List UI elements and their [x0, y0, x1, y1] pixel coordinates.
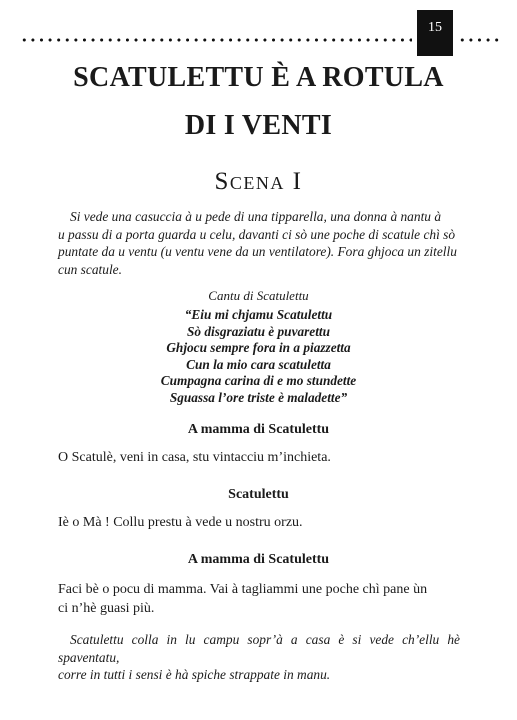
song-verses [0, 307, 517, 407]
song-line: Ghjocu sempre fora in a piazzetta [166, 340, 351, 356]
dialogue-line: Faci bè o pocu di mamma. Vai à tagliammi une poche chì pane ùn [58, 582, 428, 597]
stage-direction-line: Si vede una casuccia à u pede di una tipparella, una donna à nantu à [70, 209, 442, 224]
song-line: Cun la mio cara scatuletta [186, 356, 331, 372]
speaker-name: A mamma di Scatulettu [187, 552, 330, 567]
scene-heading: Scena I [214, 168, 303, 195]
song-line: “Eiu mi chjamu Scatulettu [184, 307, 333, 322]
song-title: Cantu di Scatulettu [208, 288, 309, 303]
page-number: 15 [417, 10, 453, 56]
song-line: Cumpagna carina di e mo stundette [160, 373, 357, 389]
header-dotted-rule-right [458, 38, 502, 42]
dialogue-block [58, 580, 462, 618]
header-dotted-rule-left [20, 38, 412, 42]
dialogue-line: O Scatulè, veni in casa, stu vintacciu m’inchieta. [58, 450, 331, 465]
stage-direction-line: corre in tutti i sensi è hà spiche strappate in manu. [58, 667, 331, 682]
stage-direction-line: cun scatule. [58, 261, 122, 277]
play-title-line-1: SCATULETTU È A ROTULA [73, 62, 444, 93]
dialogue-line: Iè o Mà ! Collu prestu à vede u nostru orzu. [58, 515, 303, 530]
closing-stage-direction [58, 631, 460, 684]
song-line: Sguassa l’ore triste è maladette” [169, 389, 348, 405]
speaker-name: A mamma di Scatulettu [187, 422, 330, 437]
stage-direction-line: Scatulettu colla in lu campu sopr’à a casa è si vede ch’ellu hè spaventatu, [58, 632, 460, 665]
stage-direction-line: puntate da u ventu (u ventu vene da un ventilatore). Fora ghjoca un zitellu [58, 244, 457, 259]
play-title-line-2: DI I VENTI [184, 110, 333, 141]
song-line: Sò disgraziatu è puvarettu [187, 323, 330, 339]
stage-direction-line: u passu di a porta guarda u celu, davanti ci sò une poche di scatule chì sò [58, 226, 456, 242]
stage-direction [58, 208, 460, 278]
speaker-name: Scatulettu [228, 487, 289, 502]
dialogue-line: ci n’hè guasi più. [58, 601, 155, 616]
